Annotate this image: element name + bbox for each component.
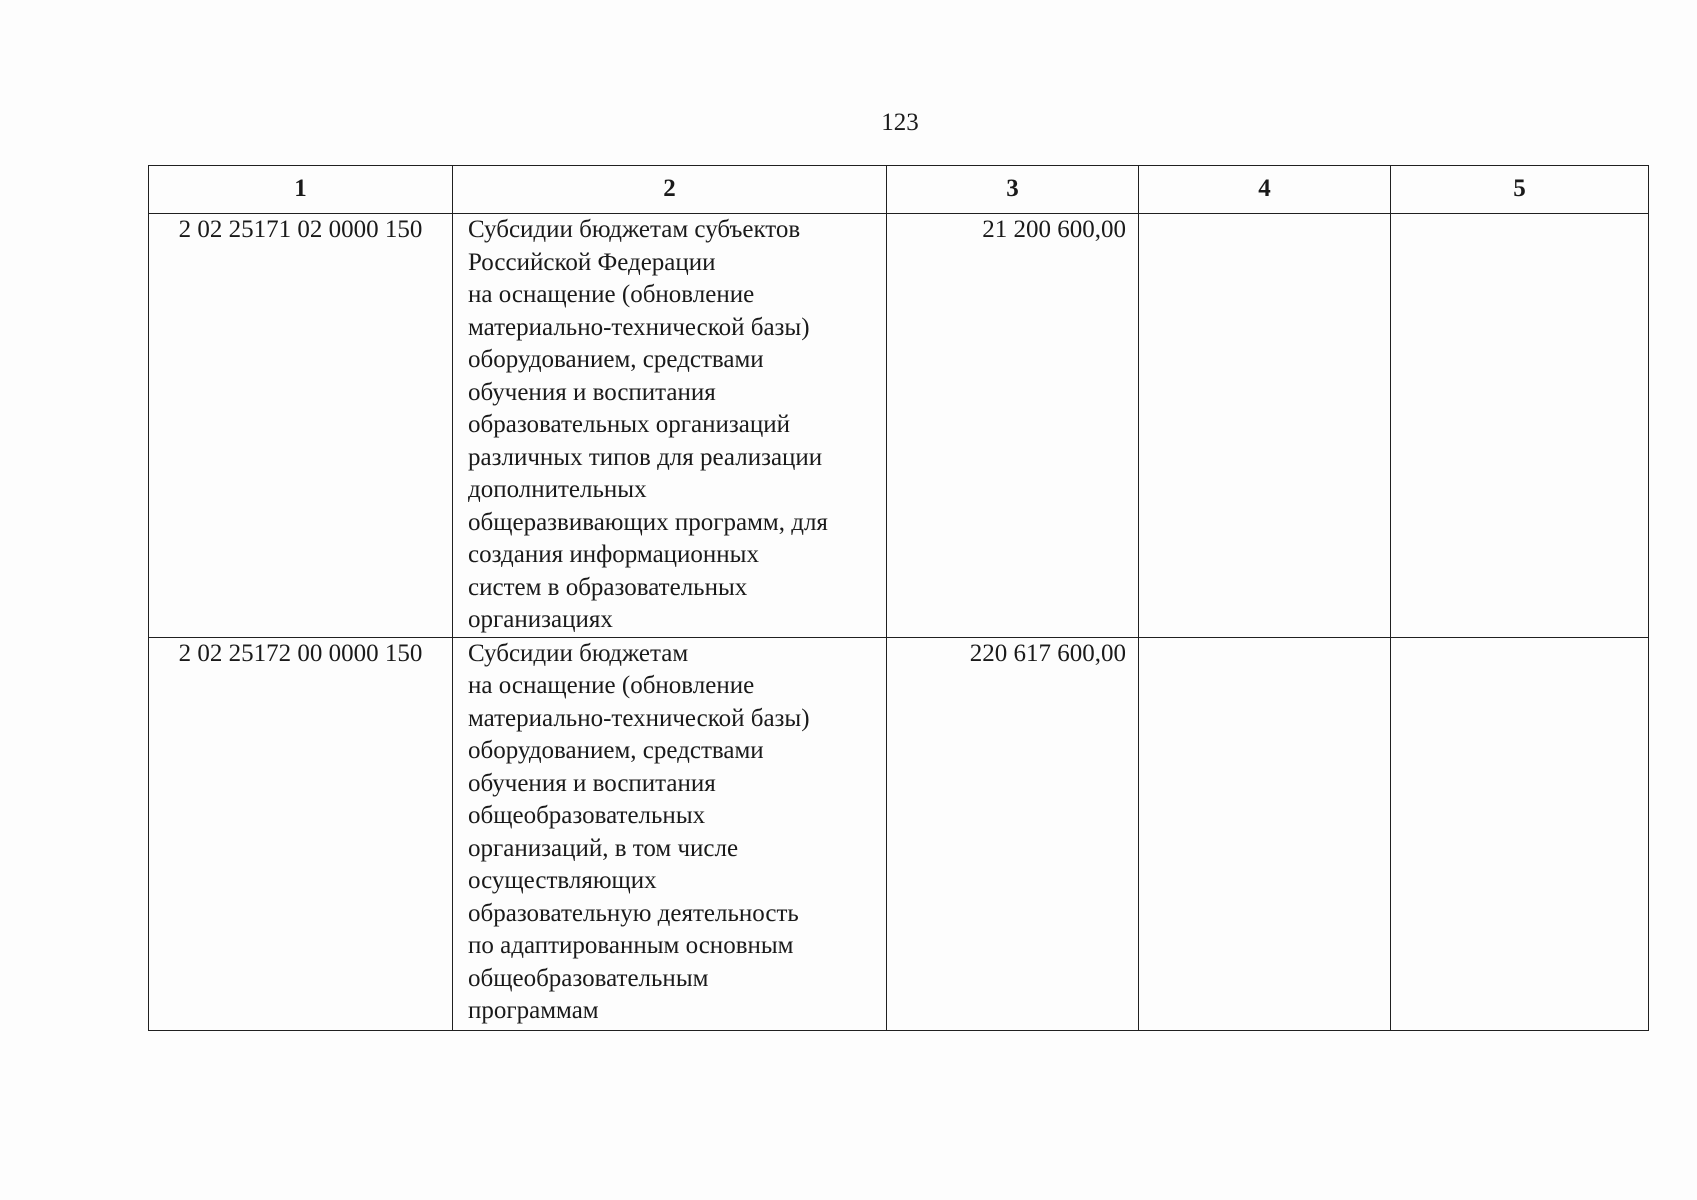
description-line: по адаптированным основным: [468, 932, 794, 959]
description-line: Субсидии бюджетам субъектов: [468, 216, 801, 243]
description-line: осуществляющих: [468, 867, 657, 894]
column-5-cell: [1391, 214, 1649, 638]
budget-table: [148, 165, 1649, 1031]
description-line: организаций, в том числе: [468, 834, 739, 862]
description-line: материально-технической базы): [468, 704, 810, 732]
description-line: на оснащение (обновление: [468, 281, 755, 308]
column-5-cell: [1391, 637, 1649, 1030]
description-line: на оснащение (обновление: [468, 672, 755, 699]
budget-code-cell: 2 02 25172 00 0000 150: [149, 637, 453, 1030]
description-line: материально-технической базы): [468, 313, 810, 341]
column-header-3: 3: [887, 166, 1139, 214]
description-line: общеобразовательным: [468, 964, 709, 992]
description-line: оборудованием, средствами: [468, 346, 764, 373]
budget-code-cell: 2 02 25171 02 0000 150: [149, 214, 453, 638]
column-header-4: 4: [1139, 166, 1391, 214]
description-line: общеразвивающих программ, для: [468, 508, 828, 536]
column-header-5: 5: [1391, 166, 1649, 214]
description-cell: [453, 637, 887, 1030]
description-line: обучения и воспитания: [468, 769, 716, 797]
description-line: Российской Федерации: [468, 248, 716, 276]
table-row: [149, 214, 1649, 638]
table-header-row: [149, 166, 1649, 214]
description-line: обучения и воспитания: [468, 378, 716, 406]
amount-cell: 220 617 600,00: [887, 637, 1139, 1030]
page-number: 123: [881, 109, 919, 136]
description-line: дополнительных: [468, 476, 647, 503]
amount-cell: 21 200 600,00: [887, 214, 1139, 638]
table-row: [149, 637, 1649, 1030]
column-4-cell: [1139, 637, 1391, 1030]
description-line: образовательных организаций: [468, 411, 791, 438]
column-header-2: 2: [453, 166, 887, 214]
description-line: Субсидии бюджетам: [468, 639, 689, 667]
description-line: оборудованием, средствами: [468, 737, 764, 764]
column-4-cell: [1139, 214, 1391, 638]
description-line: систем в образовательных: [468, 573, 748, 601]
column-header-1: 1: [149, 166, 453, 214]
description-line: программам: [468, 997, 599, 1024]
description-line: общеобразовательных: [468, 802, 706, 829]
description-line: различных типов для реализации: [468, 443, 823, 471]
description-cell: [453, 214, 887, 638]
description-line: организациях: [468, 606, 613, 633]
description-line: образовательную деятельность: [468, 899, 799, 927]
description-line: создания информационных: [468, 541, 759, 568]
